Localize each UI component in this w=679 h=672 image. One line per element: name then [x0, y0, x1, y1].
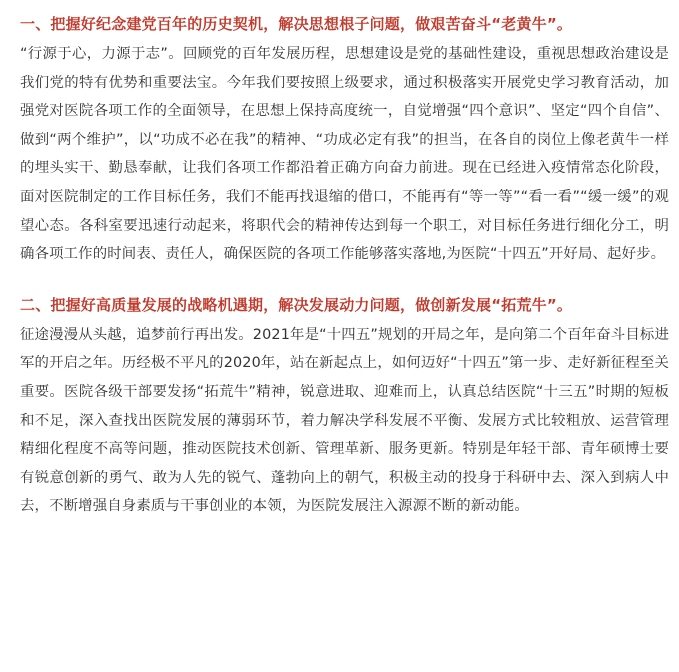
section-paragraph: “行源于心，力源于志”。回顾党的百年发展历程，思想建设是党的基础性建设，重视思想政治建设是我们党的特有优势和重要法宝。今年我们要按照上级要求，通过积极落实开展党史学习教育活动，加强党对医院各项工作的全面领导，在思想上保持高度统一，自觉增强“四个意识”、坚定“四个自信”、做到“两个维护”，以“功成不必在我”的精神、“功成必定有我”的担当，在各自的岗位上像老黄牛一样的埋头实干、勤恳奉献，让我们各项工作都沿着正确方向奋力前进。现在已经进入疫情常态化阶段，面对医院制定的工作目标任务，我们不能再找退缩的借口，不能再有“等一等”“看一看”“缓一缓”的观望心态。各科室要迅速行动起来，将职代会的精神传达到每一个职工，对目标任务进行细化分工，明确各项工作的时间表、责任人，确保医院的各项工作能够落实落地,为医院“十四五”开好局、起好步。: [20, 46, 669, 263]
section-2: [20, 295, 669, 521]
section-heading: 一、把握好纪念建党百年的历史契机，解决思想根子问题，做艰苦奋斗“老黄牛”。: [20, 15, 573, 33]
section-paragraph: 征途漫漫从头越，追梦前行再出发。2021年是“十四五”规划的开局之年，是向第二个百年奋斗目标进军的开启之年。历经极不平凡的2020年，站在新起点上，如何迈好“十四五”第一步、走好新征程至关重要。医院各级干部要发扬“拓荒牛”精神，锐意进取、迎难而上，认真总结医院“十三五”时期的短板和不足，深入查找出医院发展的薄弱环节，着力解决学科发展不平衡、发展方式比较粗放、运营管理精细化程度不高等问题，推动医院技术创新、管理革新、服务更新。特别是年轻干部、青年硕博士要有锐意创新的勇气、敢为人先的锐气、蓬勃向上的朝气，积极主动的投身于科研中去、深入到病人中去，不断增强自身素质与干事创业的本领，为医院发展注入源源不断的新动能。: [20, 326, 669, 515]
section-1: [20, 14, 669, 269]
section-heading: 二、把握好高质量发展的战略机遇期，解决发展动力问题，做创新发展“拓荒牛”。: [20, 295, 573, 314]
